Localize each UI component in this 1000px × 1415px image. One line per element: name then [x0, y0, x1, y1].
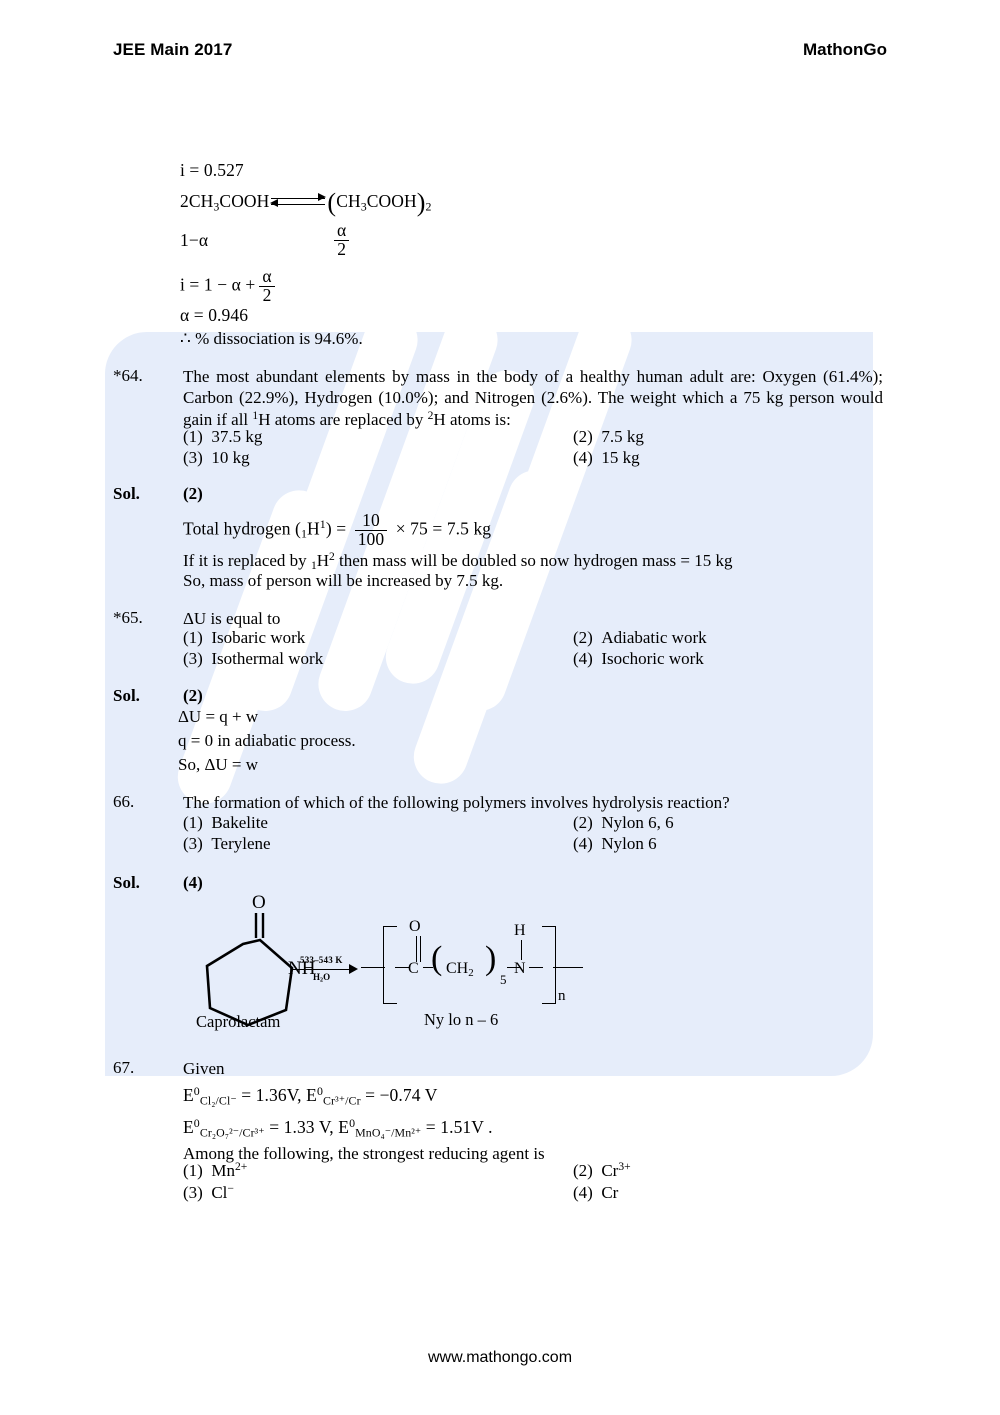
solution-65-line2: q = 0 in adiabatic process. [178, 731, 356, 750]
caprolactam-nh-label: NH [288, 958, 316, 979]
option-row [183, 649, 883, 670]
degree-of-dissociation-right [330, 222, 353, 259]
option-67-2[interactable]: (2) $Cr^{3+}$ [573, 1160, 631, 1180]
caprolactam-label: Caprolactam [196, 1012, 281, 1031]
solution-label-64: Sol. [113, 484, 140, 503]
left-square-bracket [383, 926, 397, 1004]
option-64-1[interactable]: (1) 37.5 kg [183, 427, 263, 446]
potential-cl2-cl: $E^0_{Cl_2/Cl^-}$ [183, 1084, 237, 1108]
close-paren: ) [416, 188, 426, 217]
page-footer [0, 1349, 1000, 1367]
question-text-65: ΔU is equal to [183, 609, 281, 628]
question-text-66: The formation of which of the following polymers involves hydrolysis reaction? [183, 793, 730, 812]
nylon-nitrogen-label: N [514, 960, 526, 977]
option-65-2[interactable]: (2) Adiabatic work [573, 628, 707, 647]
caprolactam-oxygen-label: O [252, 892, 266, 913]
nylon6-repeat-unit-structure [375, 920, 605, 1020]
dissociation-conclusion: ∴ % dissociation is 94.6%. [180, 329, 363, 348]
option-66-2[interactable]: (2) Nylon 6, 6 [573, 813, 674, 832]
close-paren-ch2: ) [485, 940, 497, 977]
vant-hoff-factor-equation: i = 1 − α + $\frac{\alpha}{2}$ [180, 268, 279, 305]
options-64 [183, 427, 883, 468]
right-square-bracket [542, 926, 556, 1004]
option-64-3[interactable]: (3) 10 kg [183, 447, 250, 467]
solution-64-line1: Total hydrogen $(_1H^1)$ = $\frac{10}{100}$ × 75 = 7.5 kg [183, 510, 492, 549]
option-66-4[interactable]: (4) Nylon 6 [573, 833, 657, 853]
option-67-4[interactable]: (4) Cr [573, 1182, 619, 1202]
polymer-degree-n: n [558, 988, 566, 1004]
solution-answer-64: (2) [183, 484, 203, 503]
option-67-1[interactable]: (1) $Mn^{2+}$ [183, 1160, 248, 1180]
option-row [183, 427, 883, 448]
question-text-64: The most abundant elements by mass in the body of a healthy human adult are: Oxygen (61.4%); Carbon (22.9%), Hydrogen (10.0%); and Nitrogen (2.6%). The weight which a 75 kg person would gain if all $^1$H atoms are replaced by $^2$H atoms is: [183, 367, 883, 429]
given-potentials-line2: $E^0_{Cr_2O_7^{2-}/Cr^{3+}} = 1.33$ V, $E^0_{MnO_4^-/Mn^{2+}} = 1.51V$ . [183, 1116, 493, 1140]
option-66-1[interactable]: (1) Bakelite [183, 813, 268, 832]
alpha-result: α = 0.946 [180, 305, 249, 325]
option-row [183, 448, 883, 469]
alpha-over-two-fraction-2: $\frac{\alpha}{2}$ [259, 268, 274, 305]
nylon-oxygen-label: O [409, 918, 421, 935]
prev-solution-i-value [180, 160, 244, 181]
potential-cr3-cr: $E^0_{Cr^{3+}/Cr}$ [306, 1084, 361, 1108]
solution-answer-65: (2) [183, 686, 203, 705]
nylon-ch2-label: $CH_2$ [446, 960, 474, 980]
option-row [183, 1160, 883, 1182]
option-66-3[interactable]: (3) Terylene [183, 833, 271, 853]
given-potentials-line1: $E^0_{Cl_2/Cl^-} = 1.36V$, $E^0_{Cr^{3+}/Cr} = -0.74$ V [183, 1084, 438, 1108]
solution-64-line3: So, mass of person will be increased by 7.5 kg. [183, 571, 504, 590]
solution-65-line3: So, ΔU = w [178, 755, 259, 774]
i-label: i = [180, 160, 200, 180]
solution-65-line1: ΔU = q + w [178, 707, 259, 726]
solution-answer-66: (4) [183, 873, 203, 892]
question-number-64: *64. [113, 366, 143, 385]
option-row [183, 1182, 883, 1204]
solution-label-65: Sol. [113, 686, 140, 705]
option-65-4[interactable]: (4) Isochoric work [573, 648, 704, 668]
solution-label-66: Sol. [113, 873, 140, 892]
reaction-condition-temperature: 533–543 K [300, 955, 343, 965]
header-exam-title: JEE Main 2017 [113, 40, 233, 59]
question-number-67: 67. [113, 1058, 135, 1077]
options-66 [183, 813, 883, 854]
open-paren: ( [327, 188, 337, 217]
question-text-67: Given [183, 1059, 225, 1078]
option-64-4[interactable]: (4) 15 kg [573, 447, 640, 467]
option-row [183, 834, 883, 855]
question-number-65: *65. [113, 608, 143, 627]
question-67-prompt: Among the following, the strongest reducing agent is [183, 1144, 545, 1163]
nylon-repeat-count: 5 [500, 972, 507, 987]
options-65 [183, 628, 883, 669]
nylon-hydrogen-label: H [514, 922, 526, 939]
alpha-over-two-fraction: $\frac{\alpha}{2}$ [334, 222, 349, 259]
solution-64-line2: If it is replaced by $_1H^2$ then mass will be doubled so now hydrogen mass = 15 kg [183, 550, 733, 573]
open-paren-ch2: ( [431, 940, 443, 977]
nylon6-label: Ny lo n – 6 [424, 1010, 499, 1029]
option-65-1[interactable]: (1) Isobaric work [183, 628, 306, 647]
reaction-condition-water: $H_2O$ [313, 972, 331, 984]
dimerisation-equation: $2CH_3COOH$ $(CH_3COOH)_2$ [180, 188, 432, 217]
potential-mno4-mn2: $E^0_{MnO_4^-/Mn^{2+}}$ [338, 1116, 422, 1140]
option-row [183, 813, 883, 834]
option-row [183, 628, 883, 649]
option-65-3[interactable]: (3) Isothermal work [183, 648, 324, 668]
nylon-carbon-label: C [408, 960, 419, 977]
options-67 [183, 1160, 883, 1203]
option-67-3[interactable]: (3) Cl− [183, 1181, 234, 1202]
degree-of-dissociation-left: 1−α [180, 230, 209, 250]
footer-url[interactable]: www.mathongo.com [427, 1349, 573, 1366]
question-number-66: 66. [113, 792, 135, 811]
header-brand: MathonGo [802, 40, 887, 59]
potential-cr2o7-cr3: $E^0_{Cr_2O_7^{2-}/Cr^{3+}}$ [183, 1116, 265, 1140]
i-value: 0.527 [203, 160, 244, 180]
eq-reactant: $2CH_3COOH$ [180, 191, 270, 214]
equilibrium-arrow-icon [271, 196, 325, 210]
ten-over-hundred-fraction: $\frac{10}{100}$ [355, 512, 388, 549]
option-64-2[interactable]: (2) 7.5 kg [573, 427, 644, 446]
